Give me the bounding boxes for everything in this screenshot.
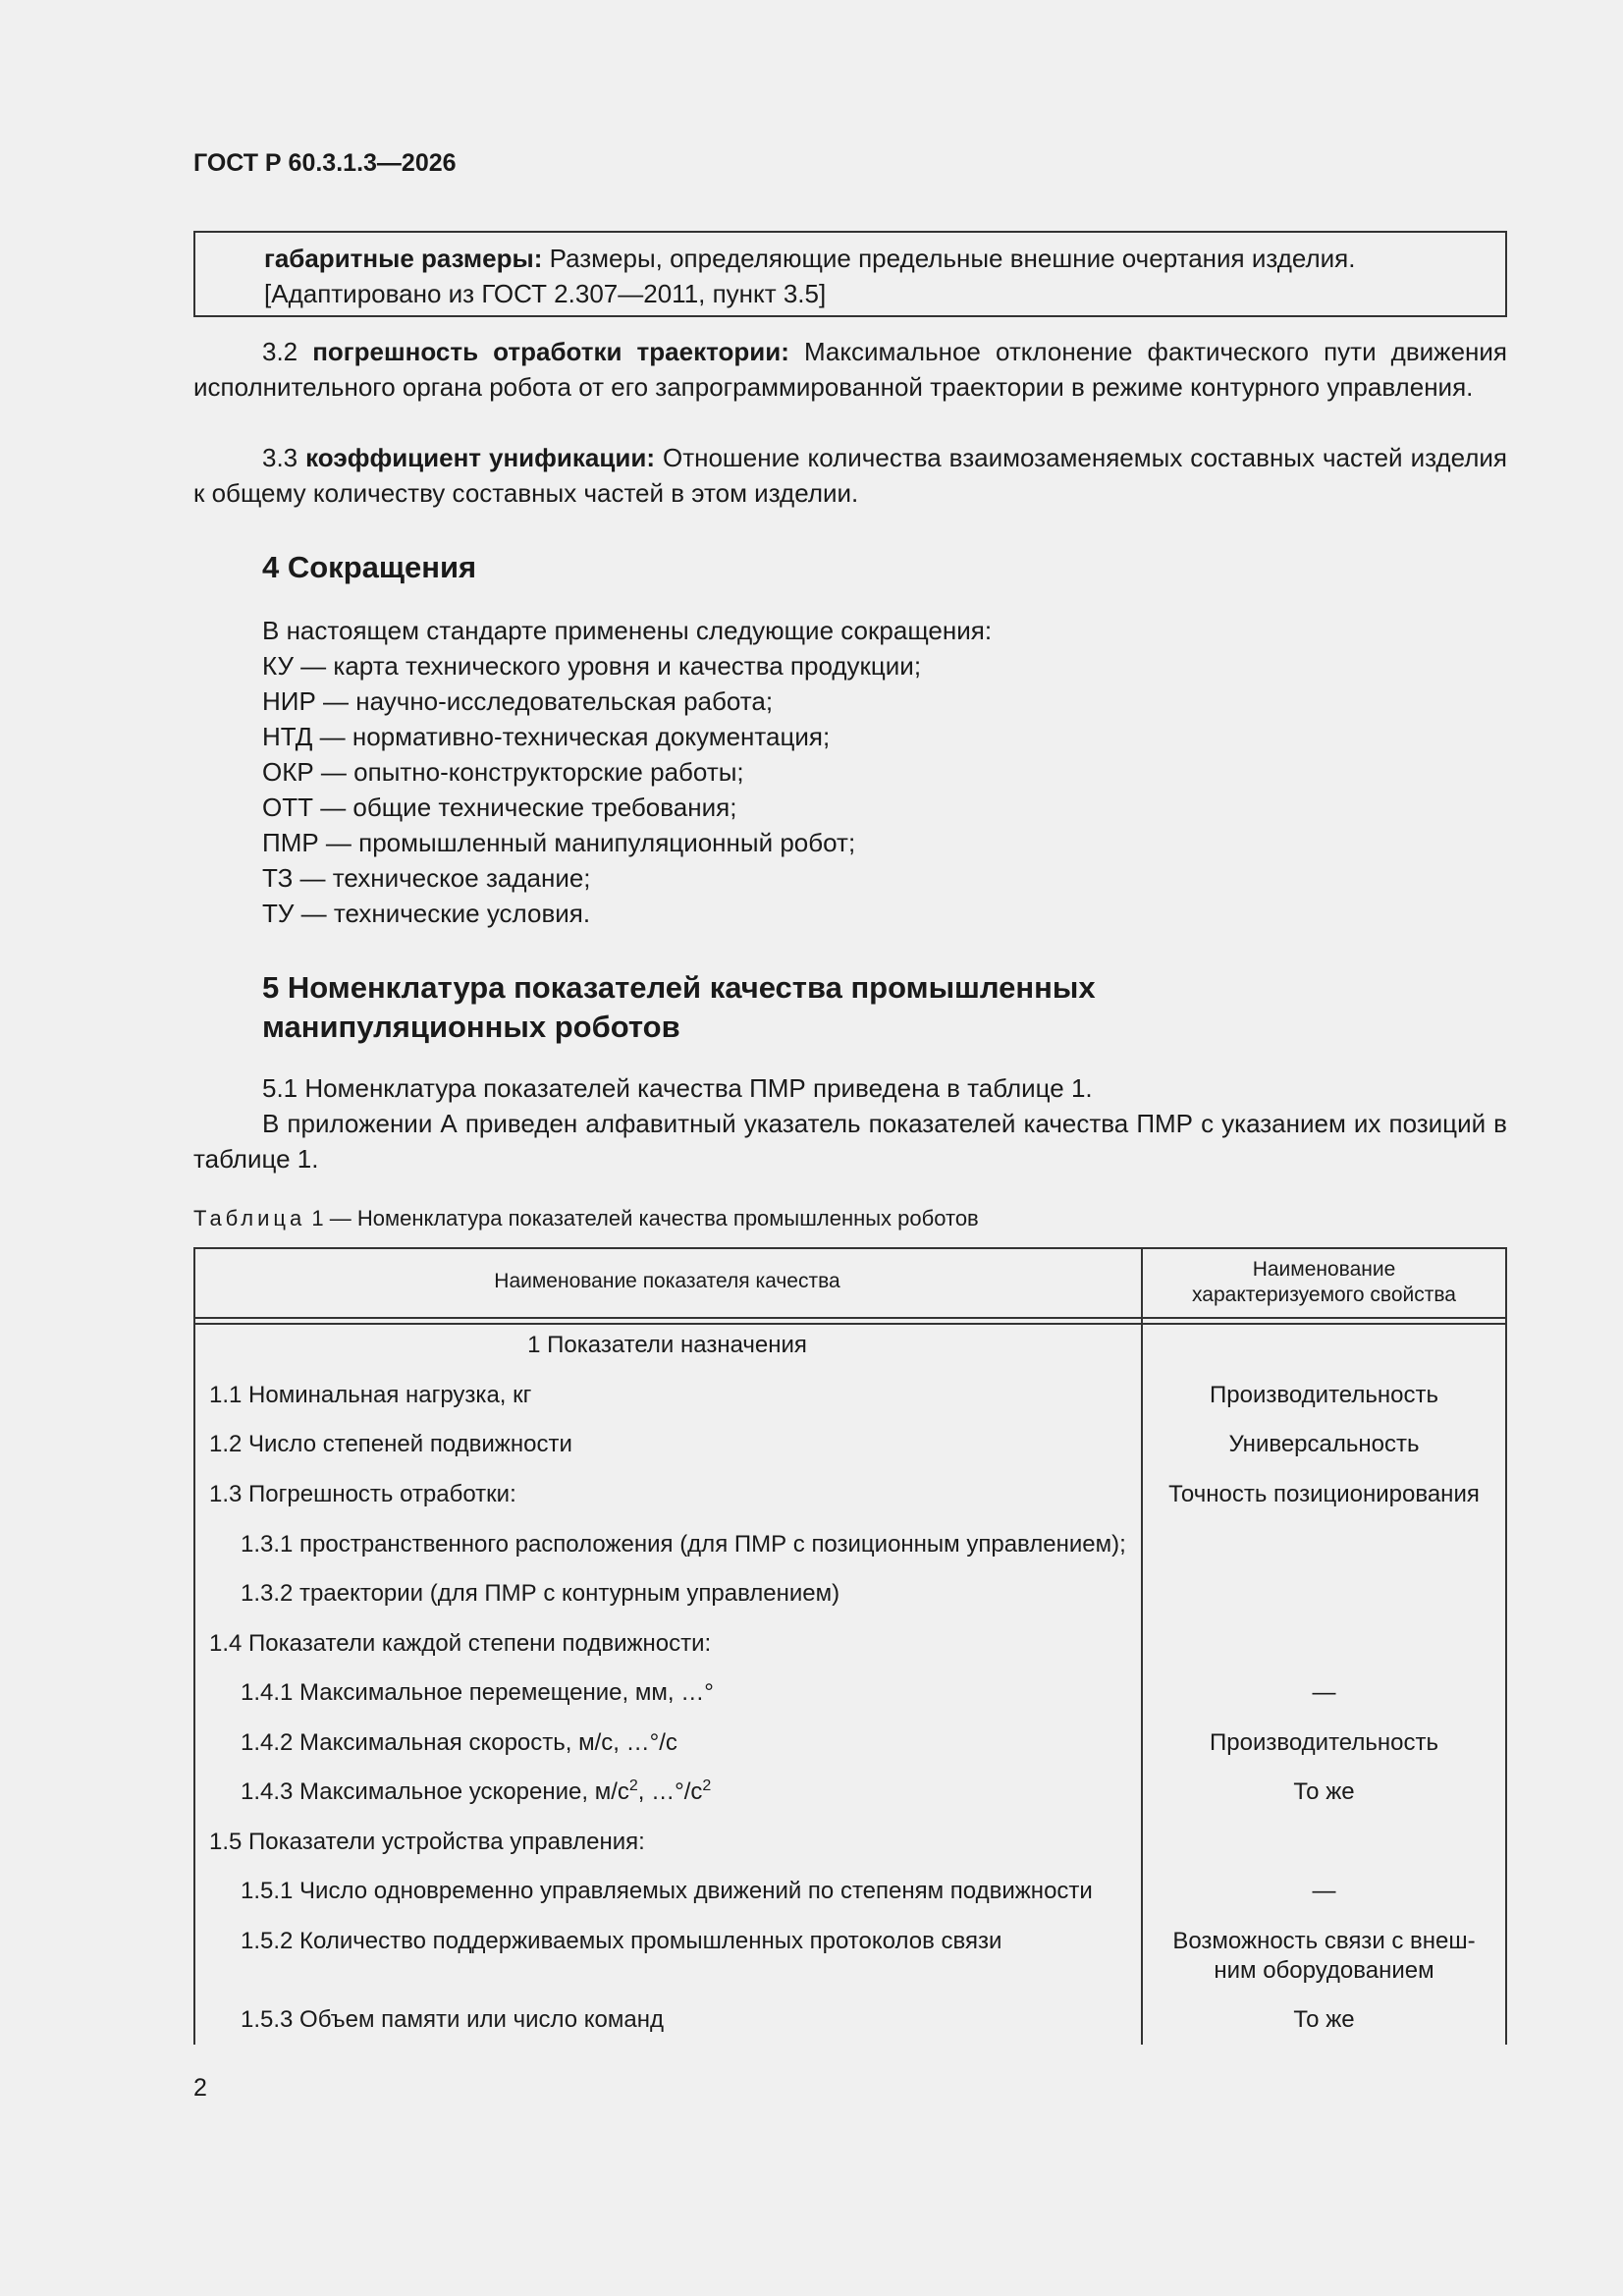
abbreviations-list [262,613,992,931]
property-name: То же [1293,1778,1355,1805]
page-number: 2 [193,2074,207,2102]
column-header-property-line2: характеризуемого свойства [1192,1284,1456,1306]
indicator-name: 1.2 Число степеней подвижности [209,1431,572,1457]
list-item: ТУ — технические условия. [262,899,591,928]
list-item: КУ — карта технического уровня и качества продукции; [262,651,922,681]
table-border [193,1247,1507,1249]
list-item: ОКР — опытно-конструкторские работы; [262,757,744,787]
indicator-name [241,1777,1168,1807]
superscript: 2 [702,1777,712,1794]
property-name: — [1312,1679,1336,1706]
indicator-name-part: , …°/с [637,1778,703,1805]
indicator-name: 1.3 Погрешность отработки: [209,1481,516,1507]
indicator-name: 1.5 Показатели устройства управления: [209,1829,645,1855]
property-name: То же [1293,2006,1355,2033]
definition-line [264,241,1505,276]
column-header-property [1143,1257,1505,1308]
property-name [1143,1927,1505,1986]
term-name: коэффициент унификации: [305,443,655,472]
paragraph-5-1-appendix: В приложении А приведен алфавитный указатель показателей качества ПМР с указанием их позиций в таблице 1. [193,1109,1507,1174]
definition-box [193,231,1507,317]
definition-term: габаритные размеры: [264,244,543,273]
column-header-indicator: Наименование показателя качества [494,1270,840,1292]
definition-source: [Адаптировано из ГОСТ 2.307—2011, пункт 3.5] [264,279,827,308]
table-border [193,1247,195,2045]
term-3-2 [193,334,1507,405]
table-caption-text: 1 — Номенклатура показателей качества промышленных роботов [305,1206,979,1230]
table-column-divider [1141,1247,1143,2045]
indicator-name: 1.3.2 траектории (для ПМР с контурным управлением) [241,1580,840,1607]
indicator-name-part: 1.4.3 Максимальное ускорение, м/с [241,1778,629,1805]
nomenclature-table [193,1247,1507,2045]
property-name: Производительность [1210,1382,1438,1408]
term-3-3 [193,440,1507,511]
table-header-divider [193,1317,1507,1319]
table-section-title: 1 Показатели назначения [527,1332,807,1358]
indicator-name: 1.5.3 Объем памяти или число команд [241,2006,664,2033]
property-name-line2: ним оборудованием [1214,1957,1434,1984]
indicator-name: 1.4.1 Максимальное перемещение, мм, …° [241,1679,714,1706]
section-5-title [262,968,1096,1047]
indicator-name: 1.1 Номинальная нагрузка, кг [209,1382,532,1408]
paragraph-5-1: 5.1 Номенклатура показателей качества ПМР приведена в таблице 1. [262,1073,1093,1103]
property-name: Производительность [1210,1729,1438,1756]
term-number: 3.3 [262,443,306,472]
indicator-name: 1.4 Показатели каждой степени подвижности: [209,1630,712,1657]
term-definition: Отношение количества взаимозаменяемых составных частей изделия к общему количеству составных частей в этом изделии. [193,443,1507,508]
indicator-name: 1.5.1 Число одновременно управляемых движений по степеням подвижности [241,1878,1093,1904]
section-4-title: 4 Сокращения [262,550,477,584]
list-item: ПМР — промышленный манипуляционный робот; [262,828,856,857]
table-caption-label: Таблица [193,1206,306,1230]
property-name: Универсальность [1228,1431,1420,1457]
document-code: ГОСТ Р 60.3.1.3—2026 [193,149,457,177]
superscript: 2 [628,1777,638,1794]
list-item: ТЗ — техническое задание; [262,863,591,893]
list-item: НИР — научно-исследовательская работа; [262,686,774,716]
property-name: Точность позиционирования [1168,1481,1480,1507]
definition-text: Размеры, определяющие предельные внешние очертания изделия. [542,244,1356,273]
list-item: НТД — нормативно-техническая документация; [262,722,831,751]
term-number: 3.2 [262,337,313,366]
term-name: погрешность отработки траектории: [312,337,789,366]
property-name: — [1312,1878,1336,1904]
term-definition: Максимальное отклонение фактического пути движения исполнительного органа робота от его запрограммированной траектории в режиме контурного управления. [193,337,1507,402]
indicator-name: 1.4.2 Максимальная скорость, м/с, …°/с [241,1729,677,1756]
list-item: ОТТ — общие технические требования; [262,793,737,822]
section-5-title-line1: 5 Номенклатура показателей качества промышленных [262,970,1096,1005]
table-caption [193,1206,979,1231]
indicator-name: 1.5.2 Количество поддерживаемых промышленных протоколов связи [241,1928,1002,1954]
table-border [1505,1247,1507,2045]
table-header-divider [193,1323,1507,1325]
indicator-name: 1.3.1 пространственного расположения (для ПМР с позиционным управлением); [241,1531,1126,1558]
section-5-title-line2: манипуляционных роботов [262,1010,680,1044]
abbreviations-intro: В настоящем стандарте применены следующие сокращения: [262,616,993,645]
property-name-line1: Возможность связи с внеш- [1172,1928,1476,1954]
column-header-property-line1: Наименование [1252,1258,1396,1281]
